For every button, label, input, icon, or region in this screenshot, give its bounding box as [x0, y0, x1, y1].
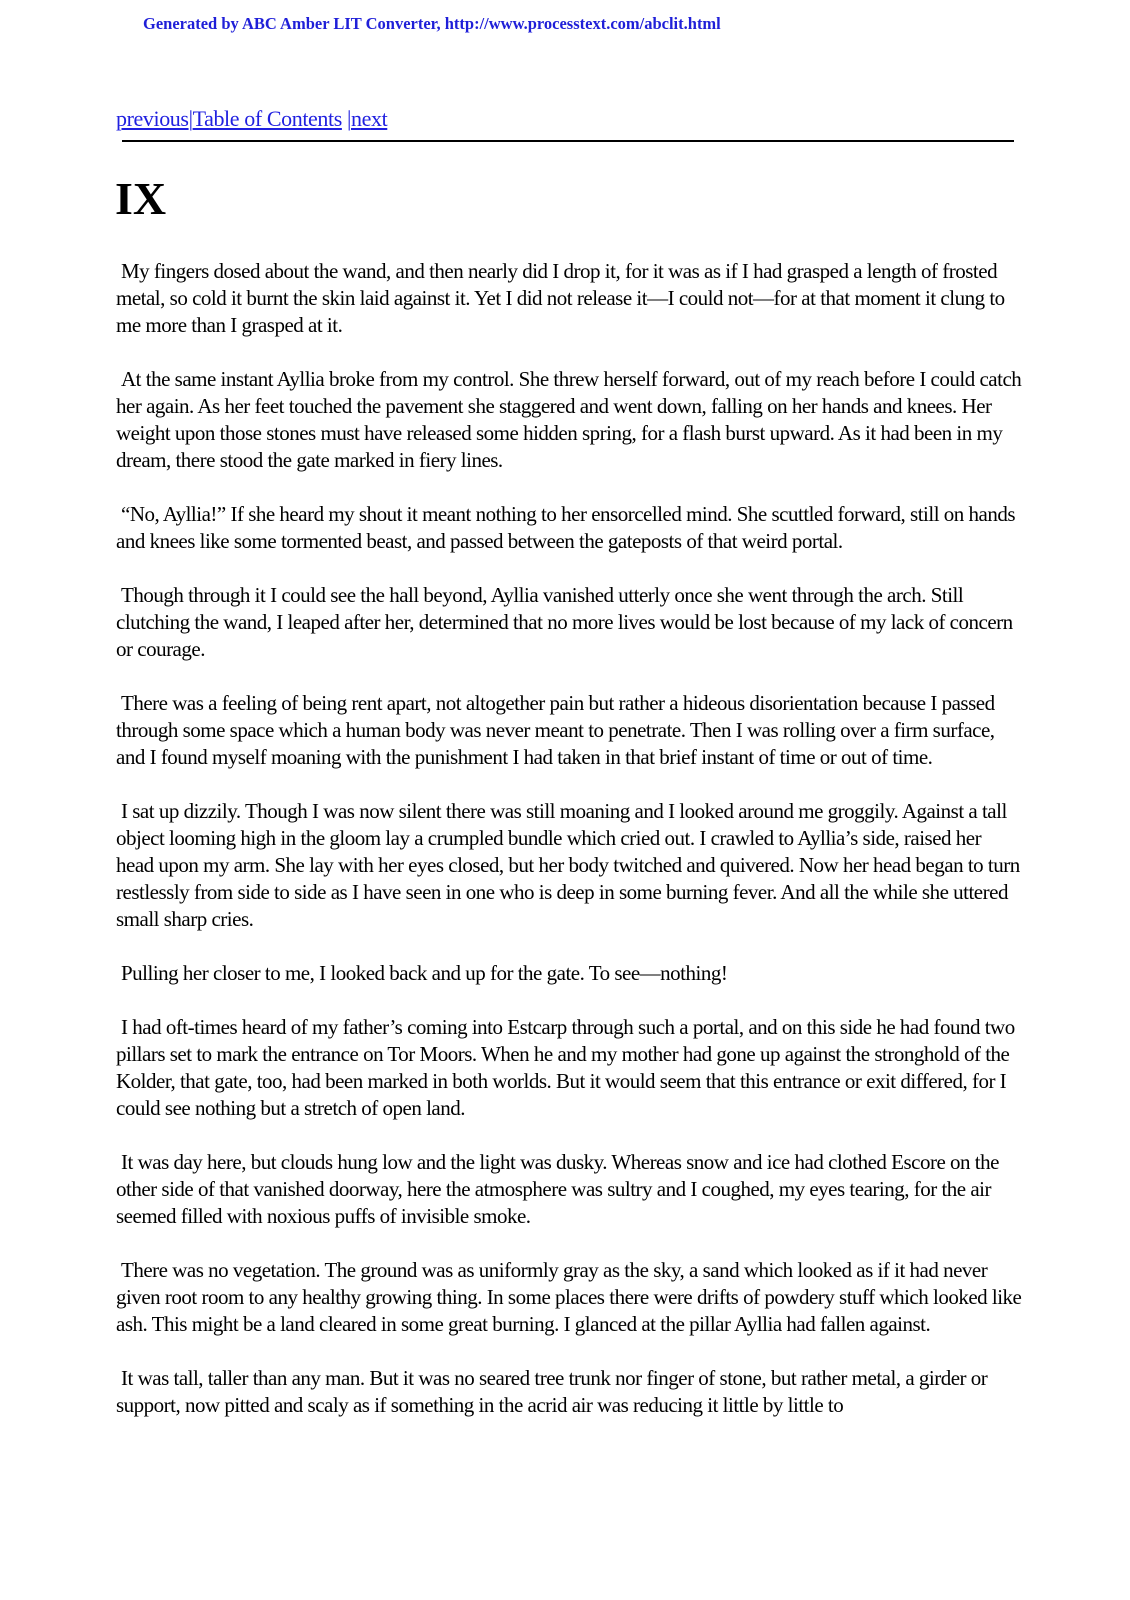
paragraph: Pulling her closer to me, I looked back and up for the gate. To see—nothing! [121, 961, 728, 985]
next-link[interactable]: next [351, 106, 388, 131]
paragraph: At the same instant Ayllia broke from my control. She threw herself forward, out of my reach before I could catch her again. As her feet touched the pavement she staggered and went down, falling on her hands and knees. Her weight upon those stones must have released some hidden spring, for a flash burst upward. As it had been in my dream, there stood the gate marked in fiery lines. [116, 367, 1022, 472]
chapter-title: IX [115, 173, 167, 224]
paragraph: I sat up dizzily. Though I was now silent there was still moaning and I looked around me groggily. Against a tall object looming high in the gloom lay a crumpled bundle which cried out. I crawled to Ayllia’s side, raised her head upon my arm. She lay with her eyes closed, but her body twitched and quivered. Now her head began to turn restlessly from side to side as I have seen in one who is deep in some burning fever. And all the while she uttered small sharp cries. [116, 799, 1020, 931]
horizontal-divider [122, 140, 1014, 142]
paragraph: It was day here, but clouds hung low and the light was dusky. Whereas snow and ice had clothed Escore on the other side of that vanished doorway, here the atmosphere was sultry and I coughed, my eyes tearing, for the air seemed filled with noxious puffs of invisible smoke. [116, 1150, 999, 1228]
generator-banner: Generated by ABC Amber LIT Converter, http://www.processtext.com/abclit.html [143, 14, 721, 33]
table-of-contents-link[interactable]: Table of Contents [192, 106, 342, 131]
paragraph: It was tall, taller than any man. But it was no seared tree trunk nor finger of stone, but rather metal, a girder or support, now pitted and scaly as if something in the acrid air was reducing it little by little to [116, 1366, 988, 1417]
nav-separator: | [341, 106, 351, 131]
nav-separator: | [188, 106, 193, 131]
paragraph: There was a feeling of being rent apart, not altogether pain but rather a hideous disorientation because I passed through some space which a human body was never meant to penetrate. Then I was rolling over a firm surface, and I found myself moaning with the punishment I had taken in that brief instant of time or out of time. [116, 691, 995, 769]
chapter-navigation [116, 106, 387, 132]
paragraph: “No, Ayllia!” If she heard my shout it meant nothing to her ensorcelled mind. She scuttled forward, still on hands and knees like some tormented beast, and passed between the gateposts of that weird portal. [116, 502, 1016, 553]
paragraph: Though through it I could see the hall beyond, Ayllia vanished utterly once she went through the arch. Still clutching the wand, I leaped after her, determined that no more lives would be lost because of my lack of concern or courage. [116, 583, 1013, 661]
paragraph: My fingers dosed about the wand, and then nearly did I drop it, for it was as if I had grasped a length of frosted metal, so cold it burnt the skin laid against it. Yet I did not release it—I could not—for at that moment it clung to me more than I grasped at it. [116, 259, 1005, 337]
paragraph: There was no vegetation. The ground was as uniformly gray as the sky, a sand which looked as if it had never given root room to any healthy growing thing. In some places there were drifts of powdery stuff which looked like ash. This might be a land cleared in some great burning. I glanced at the pillar Ayllia had fallen against. [116, 1258, 1022, 1336]
chapter-body [116, 258, 1022, 1446]
previous-link[interactable]: previous [116, 106, 189, 131]
paragraph: I had oft-times heard of my father’s coming into Estcarp through such a portal, and on this side he had found two pillars set to mark the entrance on Tor Moors. When he and my mother had gone up against the stronghold of the Kolder, that gate, too, had been marked in both worlds. But it would seem that this entrance or exit differed, for I could see nothing but a stretch of open land. [116, 1015, 1015, 1120]
